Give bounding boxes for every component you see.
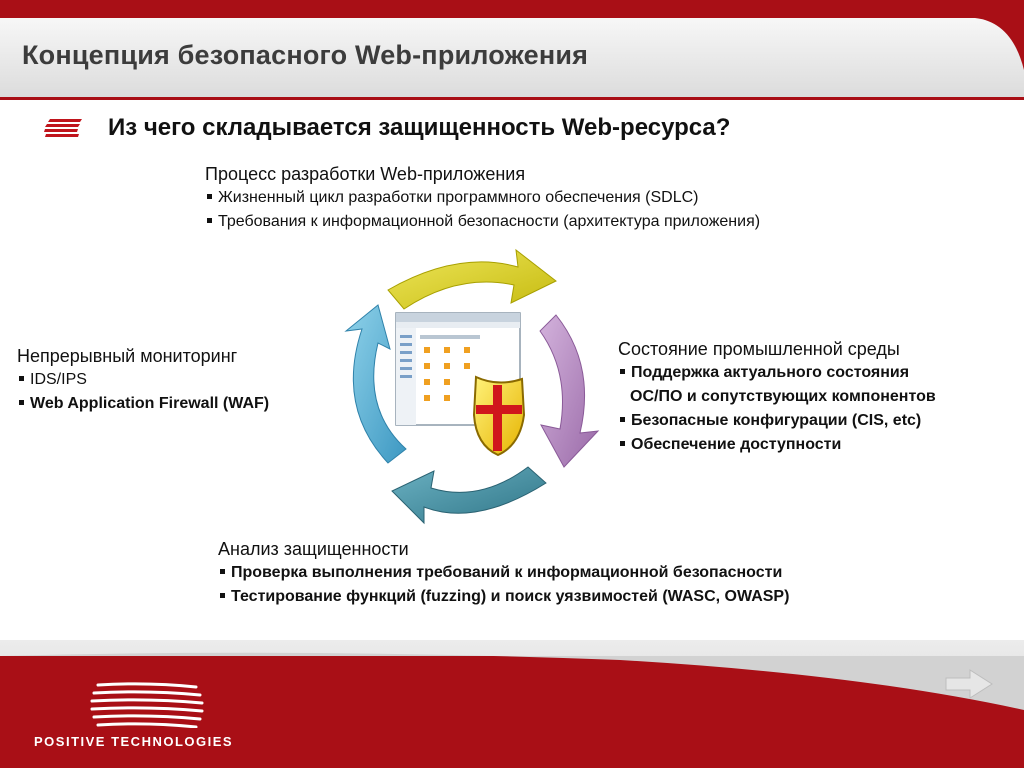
monitoring-heading: Непрерывный мониторинг <box>17 346 238 366</box>
shield-icon <box>474 377 524 455</box>
monitoring-item: Web Application Firewall (WAF) <box>17 392 269 416</box>
brand-name: POSITIVE TECHNOLOGIES <box>34 734 234 749</box>
cycle-arrows-icon <box>328 245 628 535</box>
analysis-heading: Анализ защищенности <box>218 539 409 559</box>
development-heading: Процесс разработки Web-приложения <box>205 164 526 184</box>
development-block <box>205 163 760 234</box>
analysis-item: Проверка выполнения требований к информационной безопасности <box>218 561 789 585</box>
environment-item: Безопасные конфигурации (CIS, etc) <box>618 409 936 433</box>
environment-heading: Состояние промышленной среды <box>618 339 900 359</box>
development-item: Жизненный цикл разработки программного обеспечения (SDLC) <box>205 186 760 210</box>
yellow-arrow <box>388 250 556 309</box>
purple-arrow <box>540 315 598 467</box>
next-arrow-icon[interactable] <box>944 668 994 700</box>
development-item: Требования к информационной безопасности (архитектура приложения) <box>205 210 760 234</box>
environment-item: Поддержка актуального состояния <box>618 361 936 385</box>
environment-item-continuation: ОС/ПО и сопутствующих компонентов <box>630 388 936 405</box>
analysis-block <box>218 538 789 609</box>
main-question: Из чего складывается защищенность Web-ресурса? <box>108 114 731 141</box>
teal-arrow <box>392 467 546 523</box>
monitoring-item: IDS/IPS <box>17 368 269 392</box>
positive-technologies-logo <box>88 682 208 728</box>
environment-item: Обеспечение доступности <box>618 433 936 457</box>
environment-block <box>618 338 936 457</box>
analysis-item: Тестирование функций (fuzzing) и поиск уязвимостей (WASC, OWASP) <box>218 585 789 609</box>
monitoring-block <box>17 345 269 416</box>
striped-bullet-icon <box>44 117 84 139</box>
slide-title: Концепция безопасного Web-приложения <box>22 40 589 70</box>
